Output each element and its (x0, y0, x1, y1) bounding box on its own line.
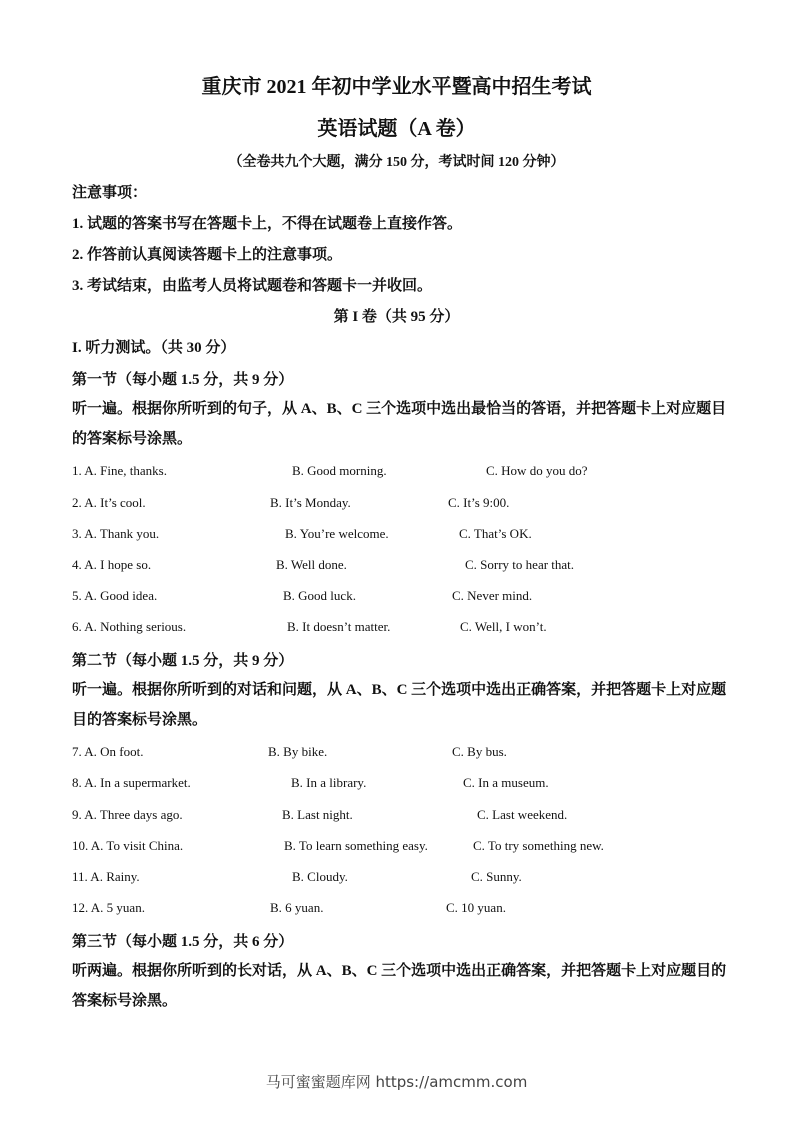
option-a: 4. A. I hope so. (72, 557, 152, 572)
option-a: 10. A. To visit China. (72, 838, 184, 853)
option-a: 8. A. In a supermarket. (72, 775, 191, 790)
option-c: C. How do you do? (486, 463, 588, 478)
option-b: B. Well done. (276, 557, 347, 572)
option-b: B. Good luck. (283, 588, 356, 603)
section-heading: 第一节（每小题 1.5 分，共 9 分） (72, 372, 294, 388)
option-c: C. Sunny. (471, 869, 522, 884)
option-a: 2. A. It’s cool. (72, 495, 146, 510)
option-c: C. In a museum. (463, 775, 549, 790)
option-c: C. By bus. (452, 744, 507, 759)
option-b: B. In a library. (291, 775, 367, 790)
option-a: 3. A. Thank you. (72, 526, 160, 541)
notice-item: 1. 试题的答案书写在答题卡上，不得在试题卷上直接作答。 (72, 216, 463, 232)
option-c: C. 10 yuan. (446, 900, 506, 915)
option-a: 12. A. 5 yuan. (72, 900, 145, 915)
option-a: 1. A. Fine, thanks. (72, 463, 167, 478)
option-b: B. You’re welcome. (285, 526, 389, 541)
section-heading: 第二节（每小题 1.5 分，共 9 分） (72, 653, 294, 669)
option-c: C. Never mind. (452, 588, 533, 603)
exam-subtitle: 英语试题（A 卷） (317, 118, 476, 140)
option-b: B. It’s Monday. (270, 495, 351, 510)
option-b: B. 6 yuan. (270, 900, 324, 915)
option-a: 9. A. Three days ago. (72, 807, 183, 822)
option-b: B. Last night. (282, 807, 353, 822)
section-instruction: 听一遍。根据你所听到的对话和问题，从 A、B、C 三个选项中选出正确答案，并把答题卡上对应题目的答案标号涂黑。 (72, 682, 727, 728)
notice-heading: 注意事项： (72, 185, 148, 201)
option-b: B. By bike. (268, 744, 328, 759)
notice-item: 3. 考试结束，由监考人员将试题卷和答题卡一并收回。 (72, 278, 433, 294)
volume-title: 第 I 卷（共 95 分） (333, 309, 460, 325)
notice-item: 2. 作答前认真阅读答题卡上的注意事项。 (72, 247, 343, 263)
option-c: C. Last weekend. (477, 807, 568, 822)
option-a: 11. A. Rainy. (72, 869, 140, 884)
option-c: C. Well, I won’t. (460, 619, 547, 634)
option-a: 6. A. Nothing serious. (72, 619, 187, 634)
watermark-footer: 马可蜜蜜题库网 https://amcmm.com (265, 1073, 528, 1091)
option-c: C. Sorry to hear that. (465, 557, 575, 572)
option-a: 5. A. Good idea. (72, 588, 158, 603)
part-title: I. 听力测试。（共 30 分） (72, 340, 236, 356)
exam-note: （全卷共九个大题，满分 150 分，考试时间 120 分钟） (228, 155, 565, 170)
option-c: C. To try something new. (473, 838, 604, 853)
exam-title: 重庆市 2021 年初中学业水平暨高中招生考试 (201, 76, 592, 98)
option-b: B. To learn something easy. (284, 838, 428, 853)
option-c: C. It’s 9:00. (448, 495, 510, 510)
section-instruction: 听两遍。根据你所听到的长对话，从 A、B、C 三个选项中选出正确答案，并把答题卡上对应题目的答案标号涂黑。 (72, 963, 727, 1009)
section-instruction: 听一遍。根据你所听到的句子，从 A、B、C 三个选项中选出最恰当的答语，并把答题卡上对应题目的答案标号涂黑。 (72, 401, 727, 447)
option-a: 7. A. On foot. (72, 744, 144, 759)
option-b: B. It doesn’t matter. (287, 619, 391, 634)
section-heading: 第三节（每小题 1.5 分，共 6 分） (72, 934, 294, 950)
option-b: B. Good morning. (292, 463, 387, 478)
option-c: C. That’s OK. (459, 526, 532, 541)
option-b: B. Cloudy. (292, 869, 348, 884)
